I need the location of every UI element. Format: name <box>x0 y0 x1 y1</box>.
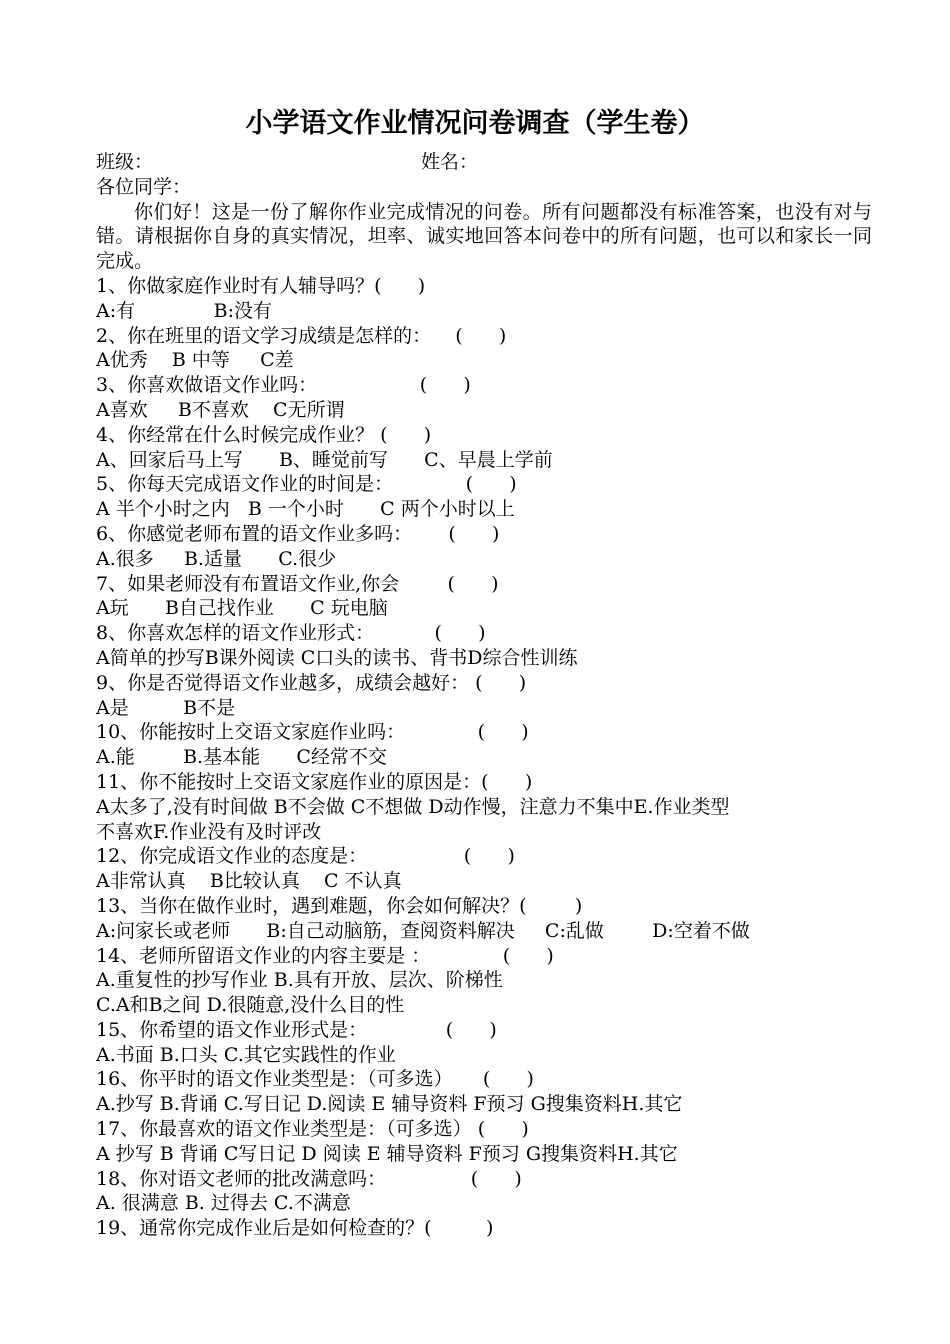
question-line: 13、当你在做作业时，遇到难题，你会如何解决？( ) <box>96 894 583 917</box>
answer-options: A.抄写 B.背诵 C.写日记 D.阅读 E 辅导资料 F预习 G搜集资料H.其它 <box>96 1093 683 1116</box>
answer-options: 不喜欢F.作业没有及时评改 <box>96 820 322 843</box>
name-label: 姓名： <box>421 151 479 173</box>
student-info-row <box>96 150 872 175</box>
answer-options: A. 很满意 B. 过得去 C.不满意 <box>96 1192 351 1215</box>
answer-options: A.重复性的抄写作业 B.具有开放、层次、阶梯性 <box>96 969 503 992</box>
answer-options: A太多了,没有时间做 B不会做 C不想做 D动作慢，注意力不集中E.作业类型 <box>96 795 730 818</box>
answer-options: A 半个小时之内 B 一个小时 C 两个小时以上 <box>96 498 515 521</box>
answer-options: A喜欢 B不喜欢 C无所谓 <box>96 398 345 421</box>
question-line: 12、你完成语文作业的态度是： ( ) <box>96 845 515 868</box>
answer-options: A是 B不是 <box>96 696 236 719</box>
answer-options: A.书面 B.口头 C.其它实践性的作业 <box>96 1043 396 1066</box>
question-line: 1、你做家庭作业时有人辅导吗？( ) <box>96 274 426 297</box>
answer-options: A非常认真 B比较认真 C 不认真 <box>96 870 402 893</box>
greeting: 各位同学： <box>96 175 192 198</box>
answer-options: C.A和B之间 D.很随意,没什么目的性 <box>96 994 405 1017</box>
question-line: 18、你对语文老师的批改满意吗： ( ) <box>96 1167 522 1190</box>
answer-options: A:有 B:没有 <box>96 299 273 322</box>
class-label: 班级： <box>96 151 154 173</box>
answer-options: A优秀 B 中等 C差 <box>96 349 294 372</box>
question-line: 19、通常你完成作业后是如何检查的？( ) <box>96 1217 494 1240</box>
question-line: 3、你喜欢做语文作业吗： ( ) <box>96 374 471 397</box>
intro-paragraph: 你们好！这是一份了解你作业完成情况的问卷。所有问题都没有标准答案，也没有对与错。请根据你自身的真实情况，坦率、诚实地回答本问卷中的所有问题，也可以和家长一同完成。 <box>96 200 872 273</box>
question-line: 7、如果老师没有布置语文作业,你会 ( ) <box>96 572 499 595</box>
answer-options: A.能 B.基本能 C经常不交 <box>96 746 387 769</box>
question-line: 14、老师所留语文作业的内容主要是 ： ( ) <box>96 944 554 967</box>
answer-options: A简单的抄写B课外阅读 C口头的读书、背书D综合性训练 <box>96 646 578 669</box>
question-line: 10、你能按时上交语文家庭作业吗： ( ) <box>96 721 529 744</box>
document-body <box>96 150 872 1241</box>
question-line: 6、你感觉老师布置的语文作业多吗： ( ) <box>96 522 500 545</box>
answer-options: A.很多 B.适量 C.很少 <box>96 547 337 570</box>
question-line: 15、你希望的语文作业形式是： ( ) <box>96 1018 497 1041</box>
question-line: 8、你喜欢怎样的语文作业形式： ( ) <box>96 622 486 645</box>
question-line: 17、你最喜欢的语文作业类型是：（可多选） ( ) <box>96 1118 529 1141</box>
question-line: 11、你不能按时上交语文家庭作业的原因是：( ) <box>96 770 533 793</box>
question-line: 9、你是否觉得语文作业越多，成绩会越好： ( ) <box>96 671 527 694</box>
answer-options: A:问家长或老师 B:自己动脑筋，查阅资料解决 C:乱做 D:空着不做 <box>96 919 750 942</box>
question-line: 2、你在班里的语文学习成绩是怎样的： ( ) <box>96 324 507 347</box>
page-title: 小学语文作业情况问卷调查（学生卷） <box>245 108 705 139</box>
question-line: 16、你平时的语文作业类型是：（可多选） ( ) <box>96 1068 534 1091</box>
answer-options: A玩 B自己找作业 C 玩电脑 <box>96 597 388 620</box>
answer-options: A 抄写 B 背诵 C写日记 D 阅读 E 辅导资料 F预习 G搜集资料H.其它 <box>96 1142 678 1165</box>
question-line: 4、你经常在什么时候完成作业？ ( ) <box>96 423 432 446</box>
question-line: 5、你每天完成语文作业的时间是： ( ) <box>96 473 517 496</box>
answer-options: A、回家后马上写 B、睡觉前写 C、早晨上学前 <box>96 448 553 471</box>
